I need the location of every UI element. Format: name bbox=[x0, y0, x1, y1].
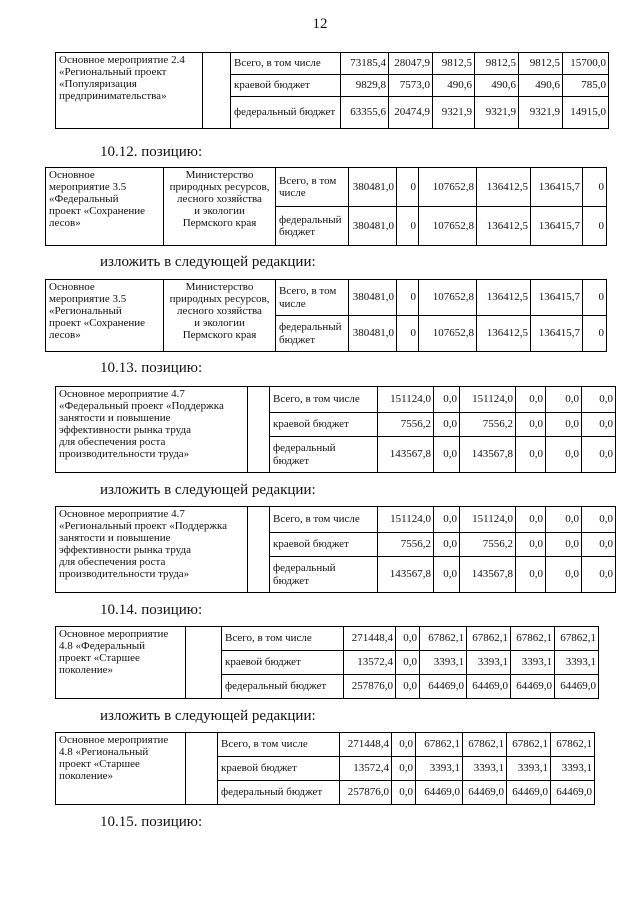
amount-cell: 9812,5 bbox=[475, 53, 519, 75]
amount-cell: 0,0 bbox=[392, 781, 416, 805]
amount-cell: 0 bbox=[583, 207, 607, 246]
amount-cell: 0,0 bbox=[516, 557, 546, 593]
amount-cell: 67862,1 bbox=[507, 733, 551, 757]
amount-cell: 271448,4 bbox=[344, 627, 396, 651]
amount-cell: 0,0 bbox=[516, 507, 546, 533]
amount-cell: 0,0 bbox=[582, 557, 616, 593]
amount-cell: 0,0 bbox=[396, 675, 420, 699]
funding-source-cell: краевой бюджет bbox=[270, 413, 378, 437]
funding-source-cell: федеральный бюджет bbox=[270, 557, 378, 593]
table-row bbox=[56, 387, 616, 413]
amount-cell: 67862,1 bbox=[467, 627, 511, 651]
amount-cell: 151124,0 bbox=[460, 387, 516, 413]
amount-cell: 0,0 bbox=[546, 507, 582, 533]
cell-line: проект «Сохранение bbox=[49, 317, 146, 330]
page-number: 12 bbox=[312, 16, 328, 32]
activity-name-cell bbox=[46, 168, 164, 246]
table-row bbox=[46, 168, 607, 207]
table-row bbox=[56, 627, 599, 651]
cell-line: Пермского края bbox=[182, 329, 257, 342]
amount-cell: 3393,1 bbox=[551, 757, 595, 781]
amount-cell: 0,0 bbox=[434, 557, 460, 593]
amount-cell: 15700,0 bbox=[563, 53, 609, 75]
amount-cell: 0 bbox=[583, 280, 607, 316]
section-caption: 10.13. позицию: bbox=[100, 360, 203, 376]
amount-cell: 136412,5 bbox=[477, 207, 531, 246]
cell-line: проект «Старшее bbox=[59, 652, 140, 665]
amount-cell: 7556,2 bbox=[378, 533, 434, 557]
amount-cell: 257876,0 bbox=[344, 675, 396, 699]
section-caption: изложить в следующей редакции: bbox=[100, 708, 316, 724]
amount-cell: 490,6 bbox=[475, 75, 519, 97]
amount-cell: 380481,0 bbox=[349, 316, 397, 352]
amount-cell: 67862,1 bbox=[555, 627, 599, 651]
amount-cell: 3393,1 bbox=[511, 651, 555, 675]
funding-source-cell: краевой бюджет bbox=[231, 75, 341, 97]
amount-cell: 380481,0 bbox=[349, 207, 397, 246]
amount-cell: 3393,1 bbox=[507, 757, 551, 781]
budget-table bbox=[45, 167, 607, 246]
amount-cell: 0 bbox=[583, 316, 607, 352]
cell-line: «Региональный проект bbox=[59, 66, 167, 79]
amount-cell: 0,0 bbox=[546, 413, 582, 437]
amount-cell: 136412,5 bbox=[477, 316, 531, 352]
amount-cell: 136412,5 bbox=[477, 280, 531, 316]
activity-name-cell bbox=[56, 53, 203, 129]
executor-cell bbox=[186, 733, 218, 805]
table-row bbox=[46, 280, 607, 316]
amount-cell: 9829,8 bbox=[341, 75, 389, 97]
funding-source-cell: федеральный бюджет bbox=[231, 97, 341, 129]
amount-cell: 0,0 bbox=[546, 387, 582, 413]
funding-source-cell: краевой бюджет bbox=[222, 651, 344, 675]
executor-cell bbox=[164, 280, 276, 352]
activity-name-cell bbox=[56, 387, 248, 473]
amount-cell: 9812,5 bbox=[519, 53, 563, 75]
amount-cell: 143567,8 bbox=[378, 437, 434, 473]
section-caption: 10.12. позицию: bbox=[100, 144, 203, 160]
amount-cell: 0,0 bbox=[516, 437, 546, 473]
amount-cell: 7556,2 bbox=[460, 413, 516, 437]
amount-cell: 0,0 bbox=[582, 507, 616, 533]
amount-cell: 13572,4 bbox=[344, 651, 396, 675]
amount-cell: 0,0 bbox=[546, 437, 582, 473]
cell-line: Основное мероприятие bbox=[59, 628, 169, 640]
budget-table bbox=[55, 626, 599, 699]
cell-line: природных ресурсов, bbox=[169, 181, 270, 194]
amount-cell: 73185,4 bbox=[341, 53, 389, 75]
funding-source-cell: федеральный бюджет bbox=[222, 675, 344, 699]
cell-line: «Федеральный bbox=[49, 193, 119, 206]
table-row bbox=[56, 733, 595, 757]
section-caption: изложить в следующей редакции: bbox=[100, 482, 316, 498]
funding-source-cell: Всего, в том числе bbox=[218, 733, 340, 757]
cell-line: эффективности рынка труда bbox=[59, 424, 191, 437]
section-caption: 10.15. позицию: bbox=[100, 814, 203, 830]
amount-cell: 7556,2 bbox=[460, 533, 516, 557]
amount-cell: 151124,0 bbox=[378, 387, 434, 413]
amount-cell: 490,6 bbox=[519, 75, 563, 97]
amount-cell: 107652,8 bbox=[419, 168, 477, 207]
cell-line: «Федеральный проект «Поддержка bbox=[59, 400, 224, 413]
amount-cell: 0 bbox=[397, 168, 419, 207]
budget-table bbox=[55, 506, 616, 593]
executor-cell bbox=[203, 53, 231, 129]
cell-line: «Популяризация bbox=[59, 78, 137, 91]
cell-line: поколение» bbox=[59, 664, 114, 677]
cell-line: Министерство bbox=[185, 281, 254, 293]
amount-cell: 67862,1 bbox=[420, 627, 467, 651]
amount-cell: 0,0 bbox=[582, 387, 616, 413]
cell-line: Основное мероприятие 2.4 bbox=[59, 54, 185, 66]
amount-cell: 0,0 bbox=[582, 437, 616, 473]
amount-cell: 0 bbox=[397, 207, 419, 246]
amount-cell: 13572,4 bbox=[340, 757, 392, 781]
amount-cell: 107652,8 bbox=[419, 280, 477, 316]
amount-cell: 136415,7 bbox=[531, 316, 583, 352]
amount-cell: 7573,0 bbox=[389, 75, 433, 97]
amount-cell: 785,0 bbox=[563, 75, 609, 97]
amount-cell: 0,0 bbox=[434, 413, 460, 437]
amount-cell: 0,0 bbox=[434, 387, 460, 413]
amount-cell: 0,0 bbox=[582, 533, 616, 557]
amount-cell: 64469,0 bbox=[551, 781, 595, 805]
funding-source-cell: Всего, в том числе bbox=[276, 280, 349, 316]
activity-name-cell bbox=[56, 733, 186, 805]
amount-cell: 380481,0 bbox=[349, 280, 397, 316]
amount-cell: 143567,8 bbox=[460, 437, 516, 473]
section-caption: 10.14. позицию: bbox=[100, 602, 203, 618]
amount-cell: 0,0 bbox=[434, 533, 460, 557]
cell-line: производительности труда» bbox=[59, 568, 190, 581]
funding-source-cell: Всего, в том числе bbox=[231, 53, 341, 75]
amount-cell: 67862,1 bbox=[511, 627, 555, 651]
amount-cell: 0,0 bbox=[582, 413, 616, 437]
activity-name-cell bbox=[56, 627, 186, 699]
cell-line: занятости и повышение bbox=[59, 412, 171, 425]
budget-table bbox=[45, 279, 607, 352]
amount-cell: 64469,0 bbox=[511, 675, 555, 699]
cell-line: мероприятие 3.5 bbox=[49, 293, 127, 306]
amount-cell: 9321,9 bbox=[475, 97, 519, 129]
amount-cell: 0,0 bbox=[546, 557, 582, 593]
amount-cell: 143567,8 bbox=[378, 557, 434, 593]
amount-cell: 28047,9 bbox=[389, 53, 433, 75]
amount-cell: 3393,1 bbox=[416, 757, 463, 781]
budget-table bbox=[55, 732, 595, 805]
amount-cell: 9321,9 bbox=[433, 97, 475, 129]
activity-name-cell bbox=[46, 280, 164, 352]
amount-cell: 64469,0 bbox=[463, 781, 507, 805]
budget-table bbox=[55, 52, 609, 129]
cell-line: Основное мероприятие bbox=[59, 734, 169, 746]
amount-cell: 3393,1 bbox=[420, 651, 467, 675]
amount-cell: 0,0 bbox=[434, 507, 460, 533]
executor-cell bbox=[248, 387, 270, 473]
amount-cell: 0,0 bbox=[516, 413, 546, 437]
cell-line: лесов» bbox=[49, 217, 81, 230]
amount-cell: 9812,5 bbox=[433, 53, 475, 75]
amount-cell: 0 bbox=[397, 280, 419, 316]
cell-line: для обеспечения роста bbox=[59, 436, 166, 449]
cell-line: Основное bbox=[49, 169, 95, 181]
amount-cell: 136415,7 bbox=[531, 168, 583, 207]
funding-source-cell: Всего, в том числе bbox=[270, 507, 378, 533]
funding-source-cell: федеральный бюджет bbox=[276, 316, 349, 352]
amount-cell: 271448,4 bbox=[340, 733, 392, 757]
amount-cell: 64469,0 bbox=[416, 781, 463, 805]
amount-cell: 151124,0 bbox=[378, 507, 434, 533]
funding-source-cell: Всего, в том числе bbox=[222, 627, 344, 651]
cell-line: лесов» bbox=[49, 329, 81, 342]
cell-line: проект «Сохранение bbox=[49, 205, 146, 218]
cell-line: Основное мероприятие 4.7 bbox=[59, 388, 185, 400]
amount-cell: 143567,8 bbox=[460, 557, 516, 593]
section-caption: изложить в следующей редакции: bbox=[100, 254, 316, 270]
cell-line: мероприятие 3.5 bbox=[49, 181, 127, 194]
amount-cell: 0,0 bbox=[392, 757, 416, 781]
cell-line: лесного хозяйства bbox=[177, 193, 262, 206]
funding-source-cell: федеральный бюджет bbox=[270, 437, 378, 473]
cell-line: Основное bbox=[49, 281, 95, 293]
amount-cell: 0,0 bbox=[392, 733, 416, 757]
amount-cell: 3393,1 bbox=[467, 651, 511, 675]
cell-line: «Региональный проект «Поддержка bbox=[59, 520, 228, 533]
amount-cell: 136415,7 bbox=[531, 280, 583, 316]
amount-cell: 0,0 bbox=[396, 651, 420, 675]
cell-line: Основное мероприятие 4.7 bbox=[59, 508, 185, 520]
cell-line: производительности труда» bbox=[59, 448, 190, 461]
cell-line: предпринимательства» bbox=[59, 90, 167, 103]
cell-line: Министерство bbox=[185, 169, 254, 181]
executor-cell bbox=[164, 168, 276, 246]
amount-cell: 107652,8 bbox=[419, 207, 477, 246]
executor-cell bbox=[186, 627, 222, 699]
amount-cell: 257876,0 bbox=[340, 781, 392, 805]
cell-line: «Региональный bbox=[49, 305, 122, 318]
table-row bbox=[56, 53, 609, 75]
amount-cell: 0 bbox=[583, 168, 607, 207]
budget-table bbox=[55, 386, 616, 473]
amount-cell: 64469,0 bbox=[507, 781, 551, 805]
amount-cell: 20474,9 bbox=[389, 97, 433, 129]
funding-source-cell: Всего, в том числе bbox=[270, 387, 378, 413]
amount-cell: 3393,1 bbox=[555, 651, 599, 675]
table-row bbox=[56, 507, 616, 533]
amount-cell: 0,0 bbox=[516, 533, 546, 557]
cell-line: проект «Старшее bbox=[59, 758, 140, 771]
cell-line: поколение» bbox=[59, 770, 114, 783]
amount-cell: 67862,1 bbox=[416, 733, 463, 757]
amount-cell: 9321,9 bbox=[519, 97, 563, 129]
funding-source-cell: краевой бюджет bbox=[218, 757, 340, 781]
cell-line: занятости и повышение bbox=[59, 532, 171, 545]
amount-cell: 0,0 bbox=[434, 437, 460, 473]
amount-cell: 63355,6 bbox=[341, 97, 389, 129]
amount-cell: 136415,7 bbox=[531, 207, 583, 246]
amount-cell: 107652,8 bbox=[419, 316, 477, 352]
amount-cell: 64469,0 bbox=[555, 675, 599, 699]
amount-cell: 67862,1 bbox=[551, 733, 595, 757]
amount-cell: 0,0 bbox=[396, 627, 420, 651]
cell-line: Пермского края bbox=[182, 217, 257, 230]
cell-line: и экологии bbox=[194, 205, 245, 218]
activity-name-cell bbox=[56, 507, 248, 593]
funding-source-cell: федеральный бюджет bbox=[276, 207, 349, 246]
amount-cell: 136412,5 bbox=[477, 168, 531, 207]
cell-line: эффективности рынка труда bbox=[59, 544, 191, 557]
amount-cell: 490,6 bbox=[433, 75, 475, 97]
amount-cell: 0,0 bbox=[546, 533, 582, 557]
cell-line: лесного хозяйства bbox=[177, 305, 262, 318]
amount-cell: 0,0 bbox=[516, 387, 546, 413]
amount-cell: 380481,0 bbox=[349, 168, 397, 207]
cell-line: для обеспечения роста bbox=[59, 556, 166, 569]
amount-cell: 14915,0 bbox=[563, 97, 609, 129]
cell-line: 4.8 «Региональный bbox=[59, 746, 149, 759]
funding-source-cell: федеральный бюджет bbox=[218, 781, 340, 805]
executor-cell bbox=[248, 507, 270, 593]
amount-cell: 151124,0 bbox=[460, 507, 516, 533]
funding-source-cell: краевой бюджет bbox=[270, 533, 378, 557]
cell-line: 4.8 «Федеральный bbox=[59, 640, 146, 653]
amount-cell: 67862,1 bbox=[463, 733, 507, 757]
cell-line: и экологии bbox=[194, 317, 245, 330]
amount-cell: 7556,2 bbox=[378, 413, 434, 437]
funding-source-cell: Всего, в том числе bbox=[276, 168, 349, 207]
amount-cell: 3393,1 bbox=[463, 757, 507, 781]
cell-line: природных ресурсов, bbox=[169, 293, 270, 306]
amount-cell: 0 bbox=[397, 316, 419, 352]
amount-cell: 64469,0 bbox=[420, 675, 467, 699]
amount-cell: 64469,0 bbox=[467, 675, 511, 699]
